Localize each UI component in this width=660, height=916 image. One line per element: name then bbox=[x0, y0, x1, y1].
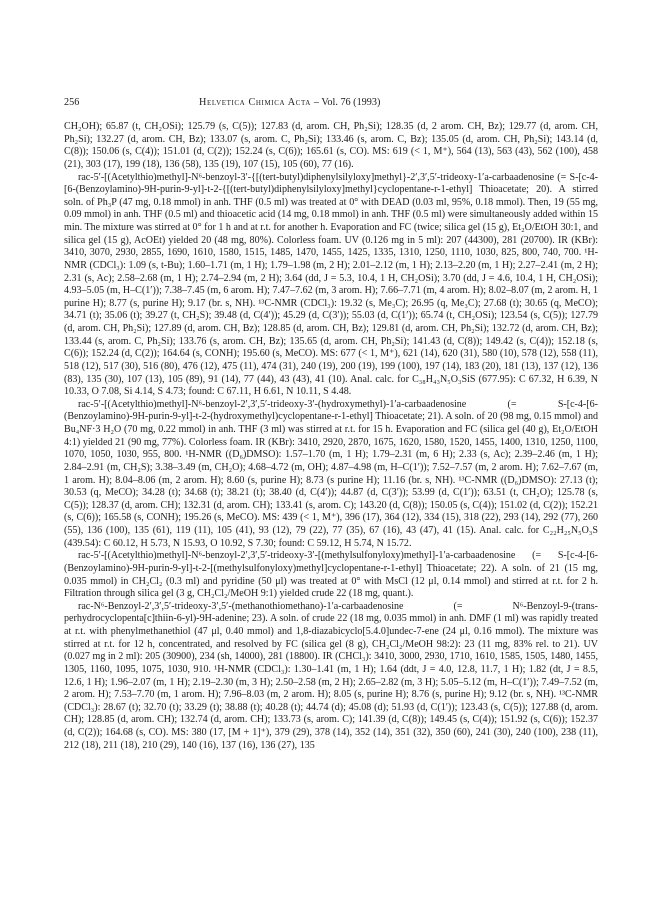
page-number: 256 bbox=[64, 97, 80, 108]
paragraph-compound-23: rac-N⁶-Benzoyl-2′,3′,5′-trideoxy-3′,5′-(methanothiomethano)-1′a-carbaadenosine (= N⁶-Benzoyl-9-(trans-perhydrocyclopenta[c]thiin-6-yl)-9H-adenine; 23). A soln. of crude 22 (18 mg, 0.035 mmol) in anh. DMF (1 ml) was rapidly treated at r.t. with phenylmethanethiol (47 μl, 0.40 mmol) and 1,8-diazabicyclo[5.4.0]undec-7-ene (24 μl, 0.16 mmol). The mixture was stirred at r.t. for 12 h, concentrated, and resolved by FC (silica gel (8 g), CH₂Cl₂/MeOH 98:2): 23 (11 mg, 83% rel. to 21). UV (0.027 mg in 2 ml): 205 (30900), 234 (sh, 14000), 281 (18800). IR (CHCl₃): 3410, 3000, 2930, 1710, 1610, 1585, 1505, 1480, 1455, 1305, 1160, 1095, 1075, 1030, 910. ¹H-NMR (CDCl₃): 1.30–1.41 (m, 1 H); 1.64 (ddt, J = 4.0, 12.8, 11.7, 1 H); 1.82 (dt, J = 8.5, 12.6, 1 H); 1.96–2.07 (m, 1 H); 2.19–2.30 (m, 3 H); 2.50–2.58 (m, 2 H); 2.65–2.82 (m, 3 H); 5.05–5.12 (m, H–C(1′)); 7.49–7.52 (m, 2 arom. H); 7.53–7.70 (m, 1 arom. H); 7.96–8.03 (m, 2 arom. H); 8.05 (s, purine H); 8.76 (s, purine H); 9.12 (br. s, NH). ¹³C-NMR (CDCl₃): 28.67 (t); 32.70 (t); 33.29 (t); 38.88 (t); 40.28 (t); 44.74 (d); 45.08 (d); 51.93 (d, C(1′)); 123.43 (s, C(5)); 127.88 (d, arom. CH); 128.85 (d, arom. CH); 132.74 (d, arom. CH); 133.73 (s, arom. C); 141.39 (d, C(8)); 149.45 (s, C(4)); 151.92 (s, C(6)); 152.37 (d, C(2)); 164.68 (s, CO). MS: 380 (17, [M + 1]⁺), 379 (29), 378 (14), 352 (14), 351 (32), 350 (60), 241 (30), 240 (100), 238 (11), 212 (18), 211 (18), 210 (29), 140 (16), 137 (16), 136 (27), 135 bbox=[64, 600, 598, 751]
body-text bbox=[64, 121, 598, 752]
journal-title: Helvetica Chimica Acta bbox=[199, 97, 311, 108]
paragraph-continued-nmr: CH₂OH); 65.87 (t, CH₂OSi); 125.79 (s, C(5)); 127.83 (d, arom. CH, Ph₂Si); 128.35 (d, 2 arom. CH, Bz); 129.77 (d, arom. CH, Ph₂Si); 132.27 (d, arom. CH, Bz); 133.07 (s, arom. C, Ph₂Si); 133.46 (s, arom. C, Bz); 135.05 (d, arom. CH, Ph₂Si); 143.14 (d, C(8)); 150.06 (s, C(4)); 151.01 (d, C(2)); 152.24 (s, C(6)); 165.61 (s, CO). MS: 619 (< 1, M⁺), 564 (13), 563 (43), 562 (100), 458 (21), 303 (17), 199 (18), 136 (58), 135 (19), 107 (15), 105 (60), 77 (16). bbox=[64, 121, 598, 170]
paragraph-compound-22: rac-5′-[(Acetylthio)methyl]-N⁶-benzoyl-2′,3′,5′-trideoxy-3′-[(methylsulfonyloxy)methyl]-1′a-carbaadenosine (= S-[c-4-[6-(Benzoylamino)-9H-purin-9-yl]-t-2-[(methylsulfonyloxy)methyl]cyclopentane-r-1-ethyl] Thioacetate; 22). A soln. of 21 (15 mg, 0.035 mmol) in CH₂Cl₂ (0.3 ml) and pyridine (50 μl) was treated at 0° with MsCl (12 μl, 0.14 mmol) and stirred at r.t. for 2 h. Filtration through silica gel (3 g, CH₂Cl₂/MeOH 9:1) yielded crude 22 (18 mg, quant.). bbox=[64, 550, 598, 600]
volume-info: – Vol. 76 (1993) bbox=[313, 97, 381, 108]
paragraph-compound-21: rac-5′-[(Acetylthio)methyl]-N⁶-benzoyl-2′,3′,5′-trideoxy-3′-(hydroxymethyl)-1′a-carbaadenosine (= S-[c-4-[6-(Benzoylamino)-9H-purin-9-yl]-t-2-(hydroxymethyl)cyclopentane-r-1-ethyl] Thioacetate; 21). A soln. of 20 (98 mg, 0.15 mmol) and Bu₄NF·3 H₂O (70 mg, 0.22 mmol) in anh. THF (3 ml) was stirred at r.t. for 15 h. Evaporation and FC (silica gel (40 g), Et₂O/EtOH 4:1) yielded 21 (90 mg, 77%). Colorless foam. IR (KBr): 3410, 2920, 2870, 1675, 1620, 1580, 1520, 1455, 1400, 1310, 1250, 1100, 1070, 1050, 1030, 955, 800. ¹H-NMR ((D₆)DMSO): 1.57–1.70 (m, 1 H); 1.79–2.31 (m, 6 H); 2.33 (s, Ac); 2.39–2.46 (m, 1 H); 2.84–2.91 (m, CH₂S); 3.38–3.49 (m, CH₂O); 4.68–4.72 (m, OH); 4.87–4.98 (m, H–C(1′)); 7.52–7.57 (m, 2 arom. H); 7.62–7.67 (m, 1 arom. H); 8.04–8.06 (m, 2 arom. H); 8.60 (s, purine H); 8.73 (s purine H); 11.16 (br. s, NH). ¹³C-NMR ((D₆)DMSO): 27.13 (t); 30.53 (q, MeCO); 34.28 (t); 34.68 (t); 38.21 (t); 38.40 (d, C(4′)); 44.87 (d, C(3′)); 53.99 (d, C(1′)); 63.51 (t, CH₂O); 125.78 (s, C(5)); 128.37 (d, arom. CH); 132.31 (d, arom. CH); 133.41 (s, arom. C); 143.20 (d, C(8)); 150.05 (s, C(4)); 151.02 (d, C(2)); 152.21 (s, C(6)); 165.58 (s, CONH); 195.26 (s, MeCO). MS: 439 (< 1, M⁺), 396 (17), 364 (12), 334 (15), 318 (22), 293 (14), 292 (77), 260 (55), 136 (100), 135 (61), 119 (11), 105 (41), 93 (12), 79 (22), 77 (35), 67 (16), 43 (47), 41 (15). Anal. calc. for C₂₂H₂₅N₅O₃S (439.54): C 60.12, H 5.73, N 15.93, O 10.92, S 7.30; found: C 59.12, H 5.74, N 15.72. bbox=[64, 398, 598, 549]
paragraph-compound-20: rac-5′-[(Acetylthio)methyl]-N⁶-benzoyl-3′-{[(tert-butyl)diphenylsilyloxy]methyl}-2′,3′,5′-trideoxy-1′a-carbaadenosine (= S-[c-4-[6-(Benzoylamino)-9H-purin-9-yl]-t-2-{[(tert-butyl)diphenylsilyloxy]methyl}cyclopentane-r-1-ethyl] Thioacetate; 20). A stirred soln. of Ph₃P (47 mg, 0.18 mmol) in anh. THF (0.5 ml) was treated at 0° with DEAD (0.03 ml, 95%, 0.18 mmol). Then, 19 (55 mg, 0.09 mmol) in anh. THF (0.5 ml) and thioacetic acid (14 mg, 0.18 mmol) in anh. THF (0.5 ml) were simultaneously added within 15 min. The mixture was stirred at 0° for 1 h and at r.t. for another h. Evaporation and FC (twice; silica gel (15 g), Et₂O/EtOH 30:1, and silica gel (15 g), AcOEt) yielded 20 (48 mg, 80%). Colorless foam. UV (0.126 mg in 5 ml): 207 (44300), 281 (20700). IR (KBr): 3410, 3070, 2930, 2855, 1690, 1610, 1580, 1515, 1485, 1470, 1455, 1425, 1335, 1310, 1250, 1110, 1030, 825, 800, 740, 700. ¹H-NMR (CDCl₃): 1.09 (s, t-Bu); 1.60–1.71 (m, 1 H); 1.79–1.98 (m, 2 H); 2.01–2.12 (m, 1 H); 2.13–2.20 (m, 1 H); 2.27–2.41 (m, 2 H); 2.31 (s, Ac); 2.58–2.68 (m, 1 H); 2.74–2.94 (m, 2 H); 3.64 (dd, J = 5.3, 10.4, 1 H, CH₂OSi); 3.70 (dd, J = 4.6, 10.4, 1 H, CH₂OSi); 4.93–5.05 (m, H–C(1′)); 7.38–7.45 (m, 6 arom. H); 7.47–7.62 (m, 3 arom. H); 7.66–7.71 (m, 4 arom. H); 8.02–8.07 (m, 2 arom. H, 1 purine H); 8.77 (s, purine H); 9.17 (br. s, NH). ¹³C-NMR (CDCl₃): 19.32 (s, Me₃C); 26.95 (q, Me₃C); 27.68 (t); 30.65 (q, MeCO); 34.71 (t); 35.06 (t); 39.27 (t, CH₂S); 39.48 (d, C(4′)); 45.29 (d, C(3′)); 55.03 (d, C(1′)); 65.74 (t, CH₂OSi); 123.54 (s, C(5)); 127.79 (d, arom. CH, Ph₂Si); 127.89 (d, arom. CH, Bz); 128.85 (d, arom. CH, Bz); 129.81 (d, arom. CH, Ph₂Si); 132.72 (d, arom. CH, Bz); 133.44 (s, arom. C, Ph₂Si); 133.76 (s, arom. CH, Bz); 135.65 (d, arom. CH, Ph₂Si); 141.43 (d, C(8)); 149.42 (s, C(4)); 152.18 (s, C(6)); 152.24 (d, C(2)); 164.64 (s, CONH); 195.60 (s, MeCO). MS: 677 (< 1, M⁺), 621 (14), 620 (31), 580 (10), 578 (12), 558 (11), 518 (12), 517 (30), 516 (80), 476 (12), 475 (11), 474 (31), 240 (19), 200 (19), 199 (100), 197 (14), 183 (20), 181 (13), 137 (12), 136 (83), 135 (30), 107 (13), 105 (89), 91 (14), 77 (44), 43 (43), 41 (10). Anal. calc. for C₃₈H₄₃N₅O₃SiS (677.95): C 67.32, H 6.39, N 10.33, O 7.08, Si 4.14, S 4.73; found: C 67.11, H 6.61, N 10.11, S 4.48. bbox=[64, 171, 598, 398]
running-header bbox=[64, 97, 598, 109]
